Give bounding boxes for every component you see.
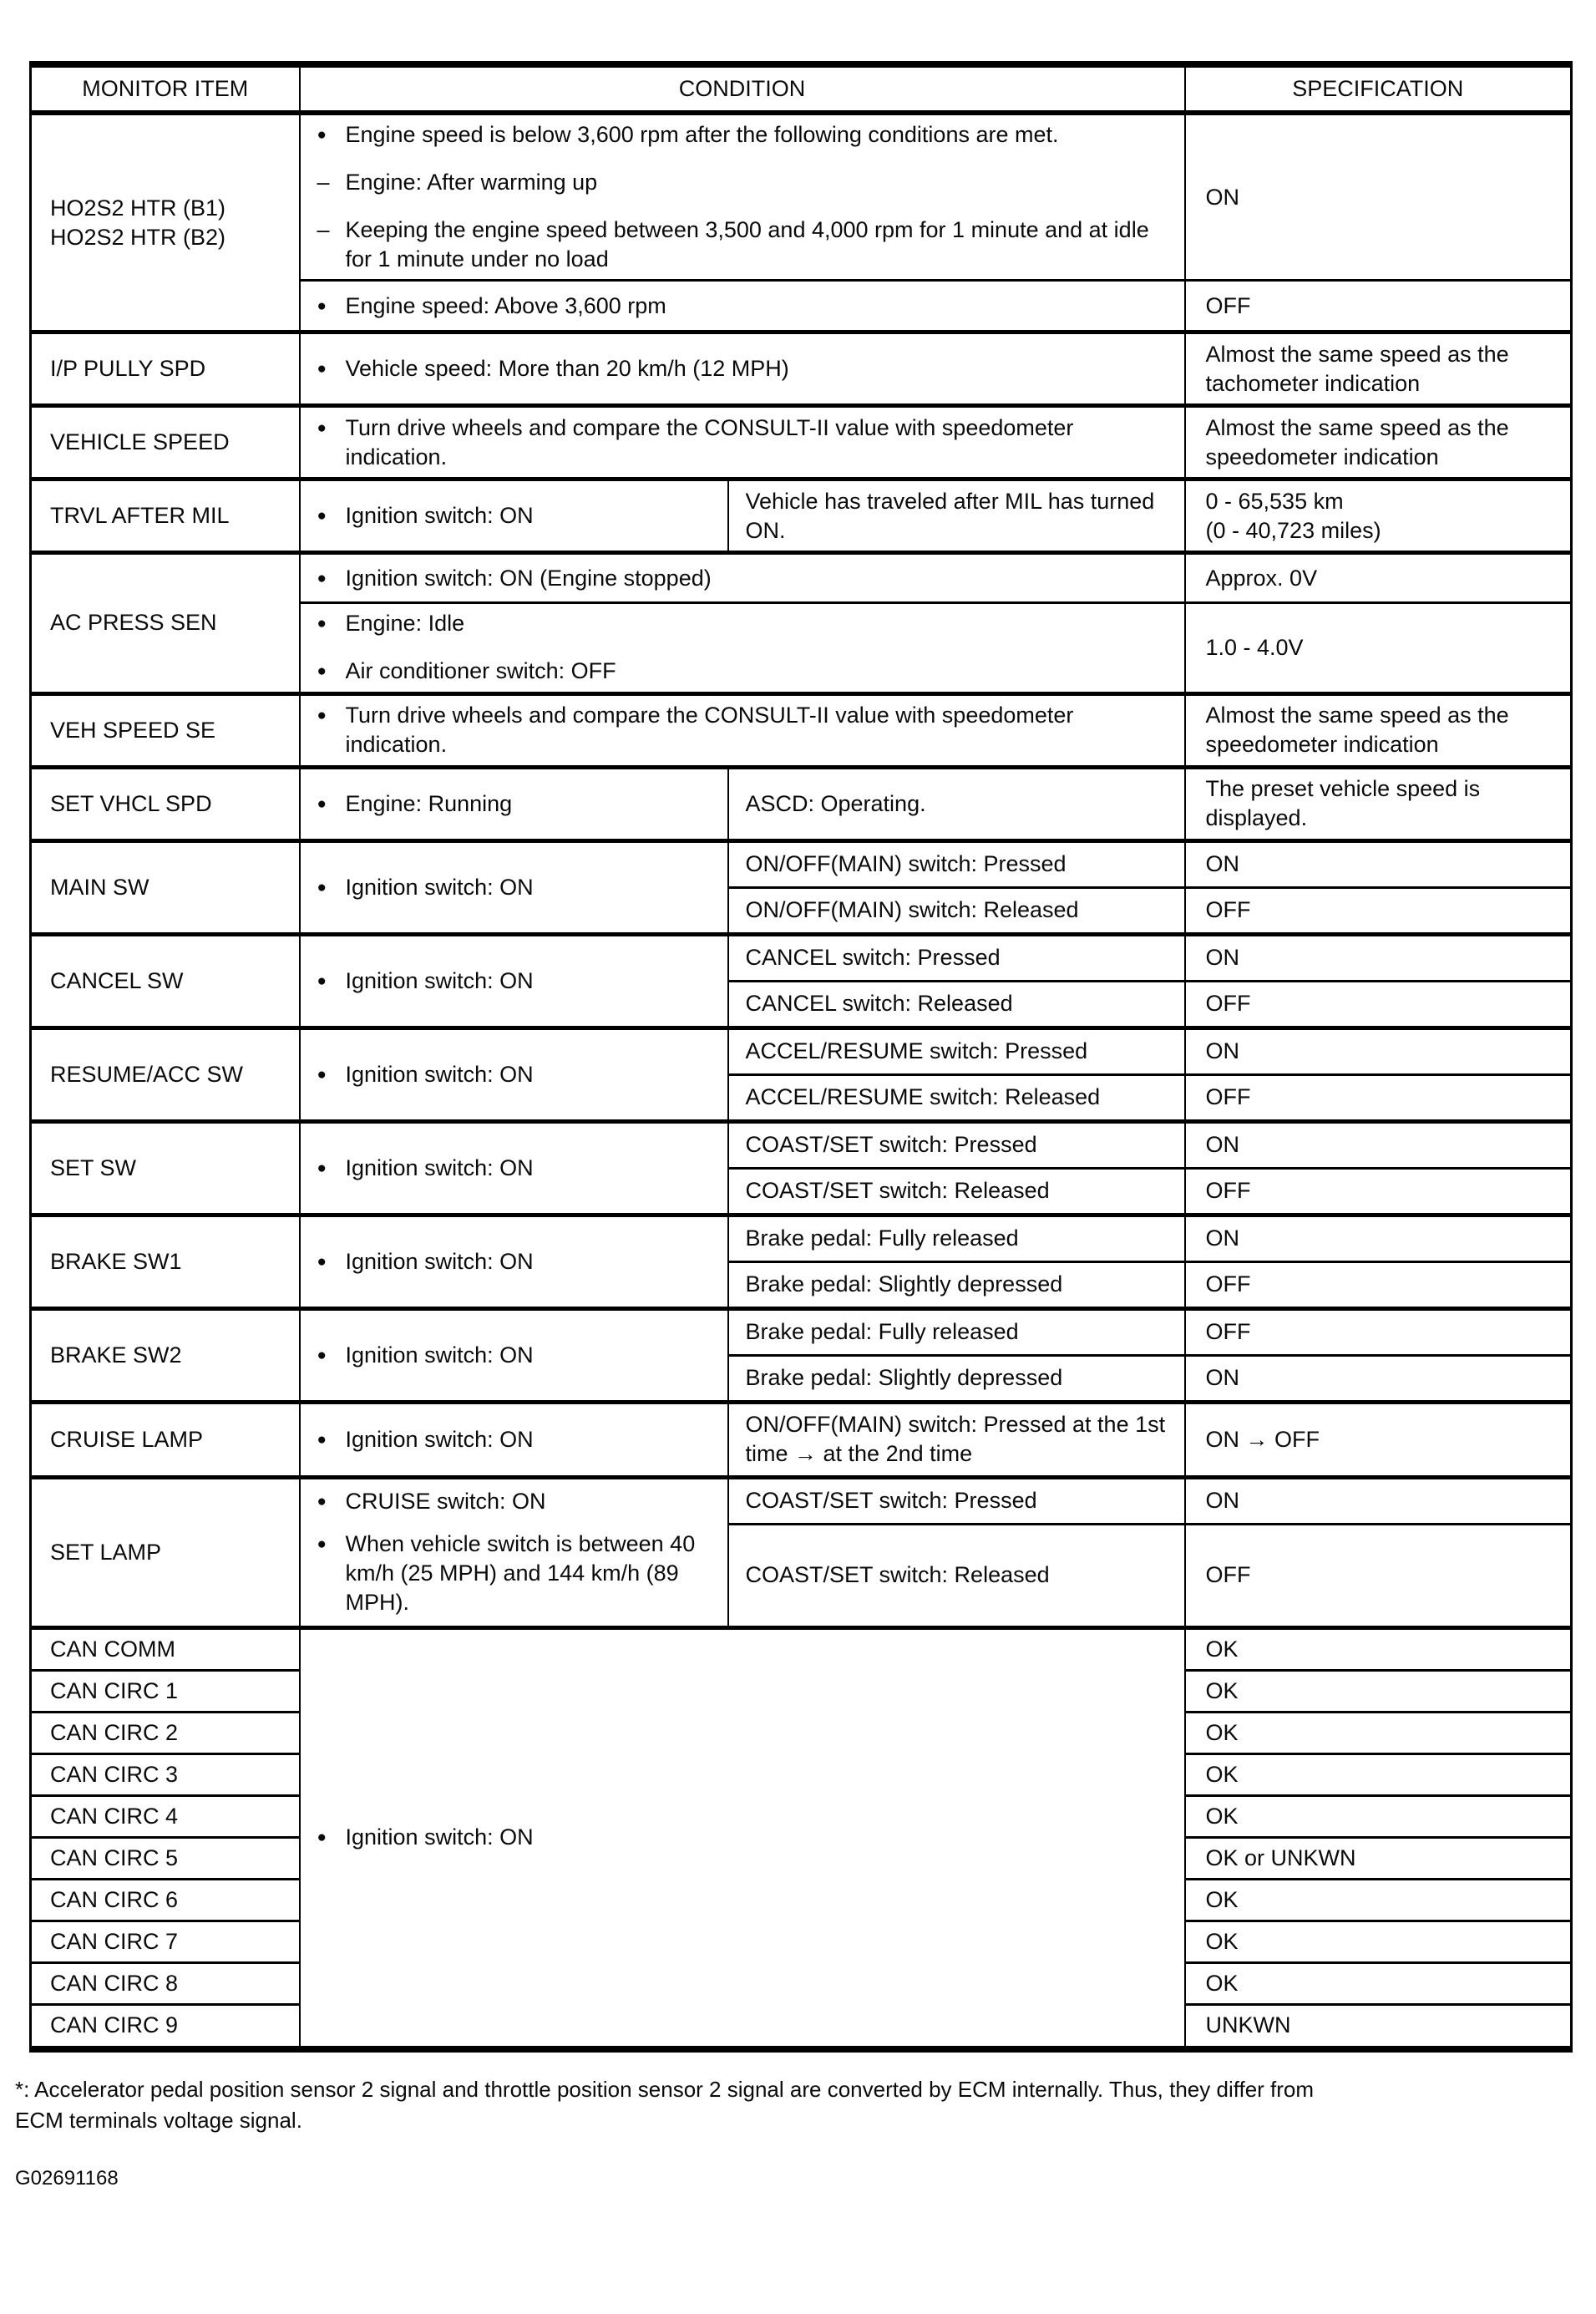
- monitor-item-text: HO2S2 HTR (B2): [50, 224, 226, 250]
- bullet-icon: ●: [317, 569, 327, 587]
- condition-sub-cell: COAST/SET switch: Released: [728, 1168, 1185, 1215]
- condition-sub-cell: Brake pedal: Slightly depressed: [728, 1261, 1185, 1308]
- spec-text: (0 - 40,723 miles): [1205, 517, 1381, 543]
- table-row: [31, 1215, 1572, 1261]
- monitor-item-brake-sw1: BRAKE SW1: [31, 1215, 300, 1308]
- specification-cell: OK: [1185, 1963, 1572, 2005]
- condition-sub-cell: ASCD: Operating.: [728, 767, 1185, 840]
- monitor-item-can-circ-9: CAN CIRC 9: [31, 2005, 300, 2049]
- condition-line: [317, 967, 707, 996]
- condition-sub-cell: Brake pedal: Fully released: [728, 1215, 1185, 1261]
- condition-sub-cell: CANCEL switch: Released: [728, 981, 1185, 1028]
- condition-line: [317, 501, 707, 530]
- condition-line: [317, 1487, 707, 1516]
- monitor-item-ip-pully-spd: I/P PULLY SPD: [31, 332, 300, 406]
- figure-code: G02691168: [15, 2166, 119, 2190]
- specification-cell: ON → OFF: [1185, 1402, 1572, 1477]
- condition-text: Ignition switch: ON: [345, 874, 534, 900]
- specification-cell: Almost the same speed as the tachometer indication: [1185, 332, 1572, 406]
- condition-sub-cell: Brake pedal: Slightly depressed: [728, 1355, 1185, 1402]
- condition-cell: [300, 1627, 1185, 2048]
- condition-text: Ignition switch: ON: [345, 1342, 534, 1368]
- specification-cell: OFF: [1185, 1524, 1572, 1627]
- condition-sub-cell: ACCEL/RESUME switch: Released: [728, 1074, 1185, 1121]
- specification-cell: [1185, 480, 1572, 553]
- specification-cell: ON: [1185, 1121, 1572, 1168]
- monitor-item-set-sw: SET SW: [31, 1121, 300, 1215]
- condition-text: Ignition switch: ON: [345, 503, 534, 529]
- specification-cell: OFF: [1185, 887, 1572, 934]
- condition-cell: [300, 603, 1185, 693]
- condition-text: When vehicle switch is between 40 km/h (25 MPH) and 144 km/h (89 MPH).: [345, 1530, 696, 1616]
- specification-cell: OK: [1185, 1712, 1572, 1753]
- condition-cell: [300, 553, 1185, 603]
- bullet-icon: ●: [317, 297, 327, 315]
- monitor-item-set-vhcl-spd: SET VHCL SPD: [31, 767, 300, 840]
- condition-text: Engine: Running: [345, 790, 513, 816]
- specification-cell: The preset vehicle speed is displayed.: [1185, 767, 1572, 840]
- bullet-icon: ●: [317, 1535, 327, 1553]
- monitor-item-ho2s2: [31, 113, 300, 332]
- condition-text: Keeping the engine speed between 3,500 and 4,000 rpm for 1 minute and at idle for 1 minute under no load: [345, 217, 1149, 272]
- monitor-item-brake-sw2: BRAKE SW2: [31, 1308, 300, 1402]
- specification-cell: ON: [1185, 1355, 1572, 1402]
- table-header-row: [31, 64, 1572, 113]
- table-row: [31, 693, 1572, 767]
- bullet-icon: ●: [317, 662, 327, 681]
- condition-cell: [300, 693, 1185, 767]
- monitor-item-vehicle-speed: VEHICLE SPEED: [31, 406, 300, 480]
- condition-line: [317, 216, 1164, 274]
- table-row: [31, 767, 1572, 840]
- condition-text: Ignition switch: ON: [345, 1061, 534, 1087]
- condition-sub-cell: ON/OFF(MAIN) switch: Pressed at the 1st time → at the 2nd time: [728, 1402, 1185, 1477]
- table-row: [31, 1477, 1572, 1524]
- specification-cell: OK: [1185, 1627, 1572, 1670]
- monitor-item-veh-speed-se: VEH SPEED SE: [31, 693, 300, 767]
- specification-cell: ON: [1185, 1477, 1572, 1524]
- condition-line: [317, 120, 1164, 150]
- condition-line: [317, 1247, 707, 1276]
- condition-cell: [300, 840, 728, 934]
- specification-cell: Approx. 0V: [1185, 553, 1572, 603]
- specification-cell: OK: [1185, 1795, 1572, 1837]
- monitor-item-can-circ-4: CAN CIRC 4: [31, 1795, 300, 1837]
- bullet-icon: ●: [317, 126, 327, 144]
- condition-text: Ignition switch: ON (Engine stopped): [345, 565, 712, 591]
- condition-line: [317, 414, 1164, 472]
- condition-text: Turn drive wheels and compare the CONSULT-II value with speedometer indication.: [345, 414, 1074, 469]
- monitor-item-can-circ-2: CAN CIRC 2: [31, 1712, 300, 1753]
- footnote-line: *: Accelerator pedal position sensor 2 signal and throttle position sensor 2 signal are converted by ECM internally. Thus, they differ from: [15, 2076, 1315, 2102]
- specification-cell: 1.0 - 4.0V: [1185, 603, 1572, 693]
- monitor-item-can-circ-6: CAN CIRC 6: [31, 1880, 300, 1921]
- bullet-icon: ●: [317, 1252, 327, 1271]
- condition-cell: [300, 934, 728, 1028]
- bullet-icon: ●: [317, 1065, 327, 1083]
- table-row: [31, 1308, 1572, 1355]
- condition-line: [317, 292, 1164, 321]
- condition-text: Ignition switch: ON: [345, 1824, 534, 1850]
- monitor-item-cruise-lamp: CRUISE LAMP: [31, 1402, 300, 1477]
- condition-line: [317, 354, 1164, 383]
- specification-cell: ON: [1185, 934, 1572, 981]
- bullet-icon: ●: [317, 1828, 327, 1846]
- condition-line: [317, 564, 1164, 593]
- condition-text: Turn drive wheels and compare the CONSULT-II value with speedometer indication.: [345, 702, 1074, 758]
- condition-cell: [300, 480, 728, 553]
- bullet-icon: ●: [317, 507, 327, 525]
- condition-line: [317, 168, 1164, 197]
- specification-cell: OK or UNKWN: [1185, 1838, 1572, 1880]
- condition-line: [317, 789, 707, 819]
- spec-text: 0 - 65,535 km: [1205, 488, 1344, 514]
- specification-cell: OK: [1185, 1880, 1572, 1921]
- condition-line: [317, 1425, 707, 1454]
- condition-line: [317, 657, 1164, 686]
- specification-cell: OFF: [1185, 1074, 1572, 1121]
- specification-cell: UNKWN: [1185, 2005, 1572, 2049]
- bullet-icon: ●: [317, 1159, 327, 1177]
- condition-sub-cell: CANCEL switch: Pressed: [728, 934, 1185, 981]
- condition-sub-cell: Vehicle has traveled after MIL has turned ON.: [728, 480, 1185, 553]
- bullet-icon: ●: [317, 1430, 327, 1449]
- condition-text: Engine speed is below 3,600 rpm after the following conditions are met.: [345, 122, 1059, 147]
- monitor-item-can-circ-8: CAN CIRC 8: [31, 1963, 300, 2005]
- condition-cell: [300, 1402, 728, 1477]
- monitor-item-table: [29, 61, 1573, 2053]
- table-row: [31, 332, 1572, 406]
- bullet-icon: ●: [317, 878, 327, 896]
- specification-cell: OK: [1185, 1921, 1572, 1963]
- condition-text: Ignition switch: ON: [345, 1426, 534, 1452]
- bullet-icon: ●: [317, 1346, 327, 1364]
- condition-sub-cell: COAST/SET switch: Released: [728, 1524, 1185, 1627]
- monitor-item-resume-acc-sw: RESUME/ACC SW: [31, 1028, 300, 1121]
- condition-cell: [300, 1477, 728, 1627]
- condition-text: Engine: Idle: [345, 611, 465, 637]
- monitor-item-can-circ-5: CAN CIRC 5: [31, 1838, 300, 1880]
- condition-cell: [300, 1215, 728, 1308]
- table-row: [31, 934, 1572, 981]
- condition-sub-cell: Brake pedal: Fully released: [728, 1308, 1185, 1355]
- condition-text: Vehicle speed: More than 20 km/h (12 MPH): [345, 356, 789, 382]
- monitor-item-trvl-after-mil: TRVL AFTER MIL: [31, 480, 300, 553]
- condition-line: [317, 1823, 1164, 1852]
- condition-line: [317, 609, 1164, 638]
- bullet-icon: ●: [317, 419, 327, 437]
- specification-cell: OFF: [1185, 981, 1572, 1028]
- bullet-icon: ●: [317, 706, 327, 724]
- footnote: [15, 2074, 1593, 2137]
- monitor-item-can-circ-7: CAN CIRC 7: [31, 1921, 300, 1963]
- specification-cell: ON: [1185, 1215, 1572, 1261]
- bullet-icon: ●: [317, 794, 327, 813]
- condition-text: Engine: After warming up: [345, 170, 598, 195]
- bullet-icon: ●: [317, 1492, 327, 1510]
- dash-icon: –: [317, 217, 330, 243]
- footnote-line: ECM terminals voltage signal.: [15, 2108, 302, 2134]
- monitor-item-main-sw: MAIN SW: [31, 840, 300, 934]
- specification-cell: Almost the same speed as the speedometer indication: [1185, 693, 1572, 767]
- table-row: [31, 1121, 1572, 1168]
- condition-text: Engine speed: Above 3,600 rpm: [345, 292, 666, 318]
- condition-cell: [300, 1121, 728, 1215]
- specification-cell: ON: [1185, 840, 1572, 887]
- condition-sub-cell: ON/OFF(MAIN) switch: Released: [728, 887, 1185, 934]
- bullet-icon: ●: [317, 972, 327, 990]
- table-row: [31, 1402, 1572, 1477]
- condition-line: [317, 1154, 707, 1183]
- specification-cell: OFF: [1185, 1261, 1572, 1308]
- specification-cell: OK: [1185, 1670, 1572, 1712]
- condition-text: CRUISE switch: ON: [345, 1488, 546, 1514]
- specification-cell: OFF: [1185, 1308, 1572, 1355]
- table-row: [31, 113, 1572, 281]
- condition-sub-cell: COAST/SET switch: Pressed: [728, 1121, 1185, 1168]
- condition-cell: [300, 1028, 728, 1121]
- monitor-item-cancel-sw: CANCEL SW: [31, 934, 300, 1028]
- condition-cell: [300, 1308, 728, 1402]
- specification-cell: ON: [1185, 113, 1572, 281]
- condition-cell: [300, 113, 1185, 281]
- condition-line: [317, 1341, 707, 1370]
- condition-text: Air conditioner switch: OFF: [345, 658, 616, 684]
- specification-cell: Almost the same speed as the speedometer indication: [1185, 406, 1572, 480]
- table-row: [31, 840, 1572, 887]
- condition-cell: [300, 767, 728, 840]
- monitor-item-ac-press-sen: AC PRESS SEN: [31, 553, 300, 693]
- col-header-specification: SPECIFICATION: [1185, 64, 1572, 113]
- specification-cell: OFF: [1185, 1168, 1572, 1215]
- table-row: [31, 1627, 1572, 1670]
- monitor-item-can-circ-1: CAN CIRC 1: [31, 1670, 300, 1712]
- table-row: [31, 553, 1572, 603]
- monitor-item-can-comm: CAN COMM: [31, 1627, 300, 1670]
- condition-line: [317, 1530, 707, 1617]
- table-row: [31, 1028, 1572, 1074]
- table-row: [31, 406, 1572, 480]
- table-row: [31, 480, 1572, 553]
- condition-text: Ignition switch: ON: [345, 1154, 534, 1180]
- specification-cell: OK: [1185, 1753, 1572, 1795]
- condition-sub-cell: ACCEL/RESUME switch: Pressed: [728, 1028, 1185, 1074]
- col-header-condition: CONDITION: [300, 64, 1185, 113]
- condition-text: Ignition switch: ON: [345, 967, 534, 993]
- monitor-item-text: HO2S2 HTR (B1): [50, 195, 226, 221]
- condition-sub-cell: ON/OFF(MAIN) switch: Pressed: [728, 840, 1185, 887]
- condition-cell: [300, 406, 1185, 480]
- dash-icon: –: [317, 170, 330, 195]
- condition-sub-cell: COAST/SET switch: Pressed: [728, 1477, 1185, 1524]
- condition-line: [317, 701, 1164, 759]
- monitor-item-set-lamp: SET LAMP: [31, 1477, 300, 1627]
- monitor-item-can-circ-3: CAN CIRC 3: [31, 1753, 300, 1795]
- condition-cell: [300, 332, 1185, 406]
- specification-cell: OFF: [1185, 281, 1572, 332]
- bullet-icon: ●: [317, 615, 327, 633]
- condition-line: [317, 1060, 707, 1089]
- condition-line: [317, 873, 707, 902]
- condition-text: Ignition switch: ON: [345, 1248, 534, 1274]
- condition-cell: [300, 281, 1185, 332]
- bullet-icon: ●: [317, 360, 327, 378]
- specification-cell: ON: [1185, 1028, 1572, 1074]
- col-header-monitor-item: MONITOR ITEM: [31, 64, 300, 113]
